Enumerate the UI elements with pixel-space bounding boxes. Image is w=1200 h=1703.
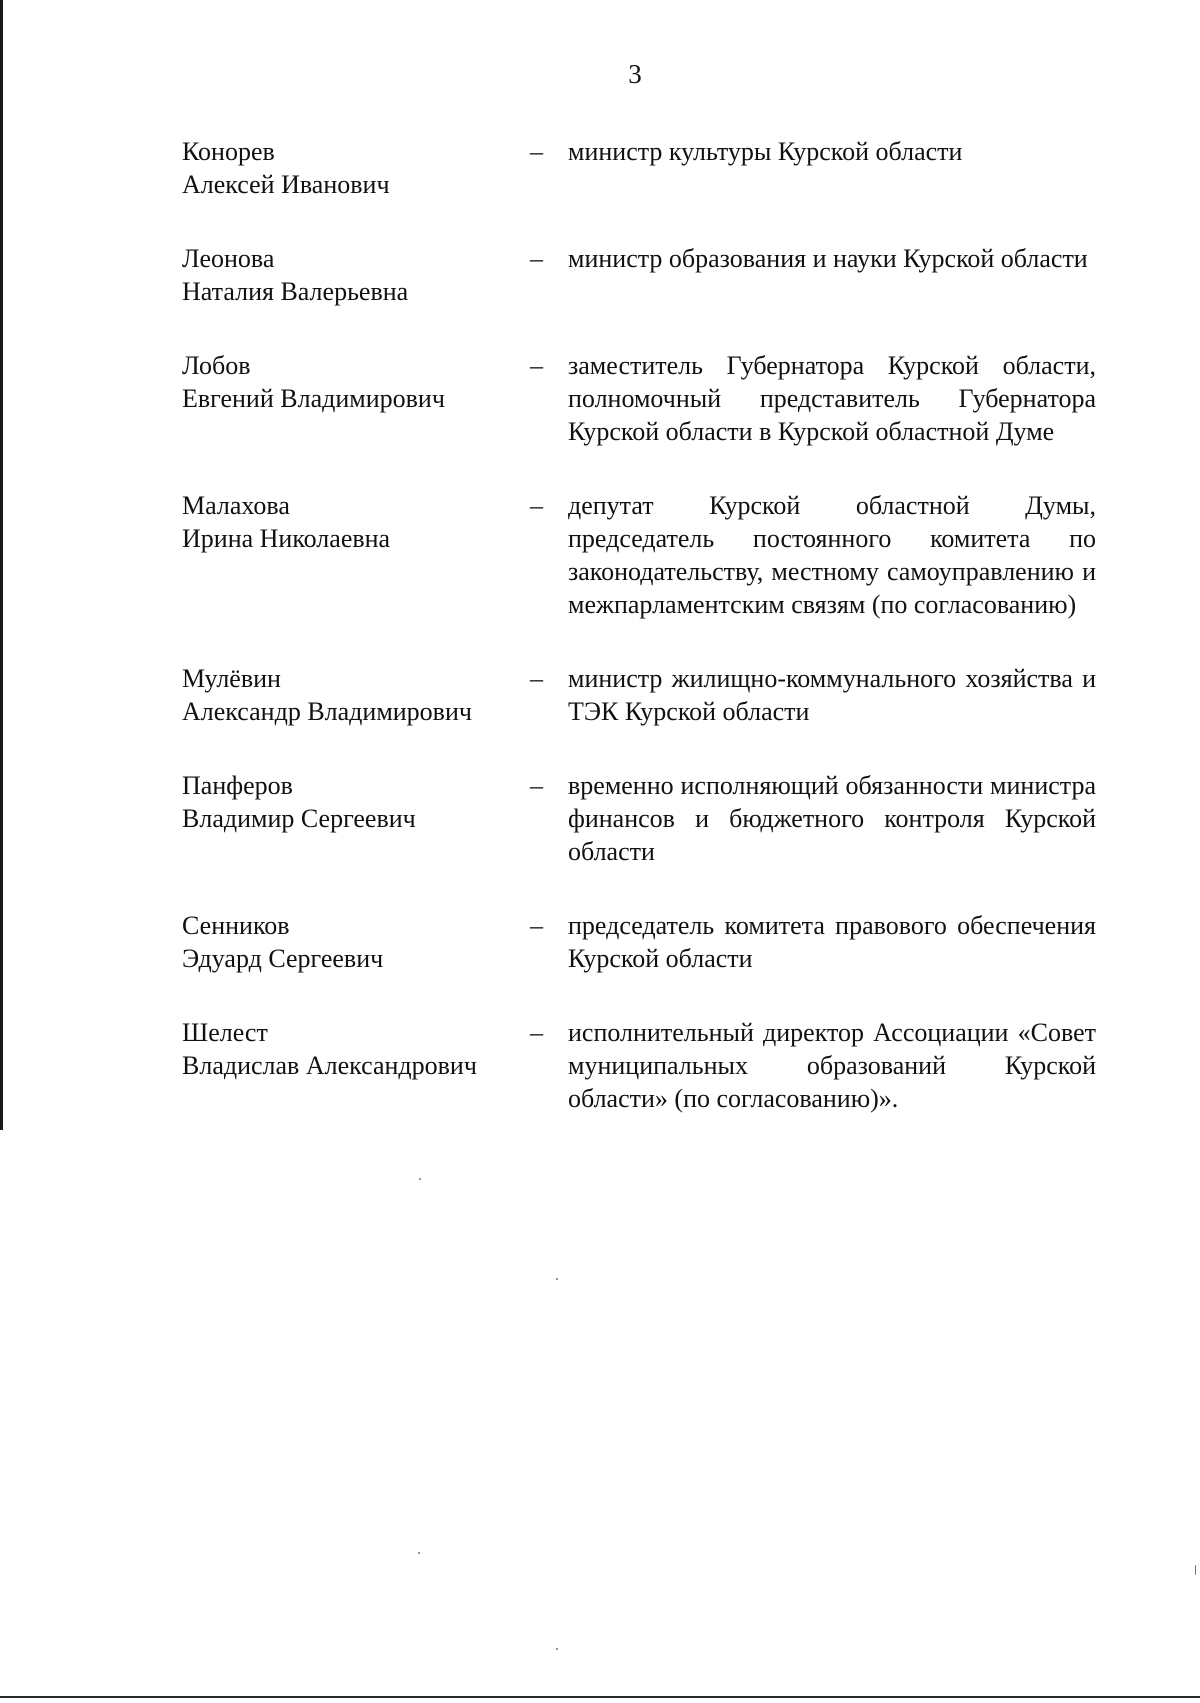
member-given-names: Владислав Александрович xyxy=(182,1051,477,1080)
scan-speck xyxy=(556,1648,558,1650)
scan-left-border xyxy=(0,0,3,1130)
member-entry xyxy=(182,909,1096,975)
member-dash: – xyxy=(530,351,543,380)
scan-speck xyxy=(419,1178,421,1180)
member-dash: – xyxy=(530,911,543,940)
member-position: исполнительный директор Ассоциации «Совет муниципальных образований Курской области» (по согласованию)». xyxy=(568,1018,1096,1113)
member-entry xyxy=(182,242,1096,308)
member-name xyxy=(182,769,530,835)
member-surname: Лобов xyxy=(182,351,251,380)
member-position: заместитель Губернатора Курской области, полномочный представитель Губернатора Курской области в Курской областной Думе xyxy=(568,351,1096,446)
member-given-names: Александр Владимирович xyxy=(182,697,472,726)
member-name xyxy=(182,135,530,201)
member-dash: – xyxy=(530,664,543,693)
member-dash: – xyxy=(530,771,543,800)
member-name xyxy=(182,489,530,555)
member-given-names: Ирина Николаевна xyxy=(182,524,391,553)
member-surname: Леонова xyxy=(182,244,275,273)
member-name xyxy=(182,662,530,728)
scan-bottom-border xyxy=(0,1696,1200,1698)
page-number: 3 xyxy=(628,59,642,89)
scan-speck xyxy=(556,1278,558,1280)
member-dash: – xyxy=(530,244,543,273)
member-surname: Малахова xyxy=(182,491,290,520)
member-position: председатель комитета правового обеспечения Курской области xyxy=(568,911,1096,973)
member-position: министр жилищно-коммунального хозяйства и ТЭК Курской области xyxy=(568,664,1096,726)
member-entry xyxy=(182,489,1096,621)
member-name xyxy=(182,242,530,308)
member-name xyxy=(182,909,530,975)
member-position: министр культуры Курской области xyxy=(568,137,963,166)
member-given-names: Евгений Владимирович xyxy=(182,384,445,413)
scan-speck xyxy=(418,1552,420,1554)
member-surname: Конорев xyxy=(182,137,275,166)
member-entry xyxy=(182,662,1096,728)
member-dash: – xyxy=(530,137,543,166)
member-entry xyxy=(182,349,1096,448)
member-entry xyxy=(182,1016,1096,1115)
member-surname: Мулёвин xyxy=(182,664,281,693)
member-name xyxy=(182,1016,530,1082)
member-position: депутат Курской областной Думы, председатель постоянного комитета по законодательству, местному самоуправлению и межпарламентским связям (по согласованию) xyxy=(568,491,1096,619)
member-dash: – xyxy=(530,1018,543,1047)
member-name xyxy=(182,349,530,415)
member-surname: Сенников xyxy=(182,911,290,940)
member-given-names: Владимир Сергеевич xyxy=(182,804,416,833)
member-entry xyxy=(182,769,1096,868)
member-given-names: Наталия Валерьевна xyxy=(182,277,409,306)
member-dash: – xyxy=(530,491,543,520)
member-surname: Шелест xyxy=(182,1018,268,1047)
scan-speck xyxy=(1195,1565,1196,1575)
member-position: временно исполняющий обязанности министра финансов и бюджетного контроля Курской области xyxy=(568,771,1096,866)
member-list xyxy=(182,135,1096,1115)
member-given-names: Эдуард Сергеевич xyxy=(182,944,384,973)
member-given-names: Алексей Иванович xyxy=(182,170,390,199)
member-surname: Панферов xyxy=(182,771,293,800)
member-entry xyxy=(182,135,1096,201)
member-position: министр образования и науки Курской области xyxy=(568,244,1088,273)
